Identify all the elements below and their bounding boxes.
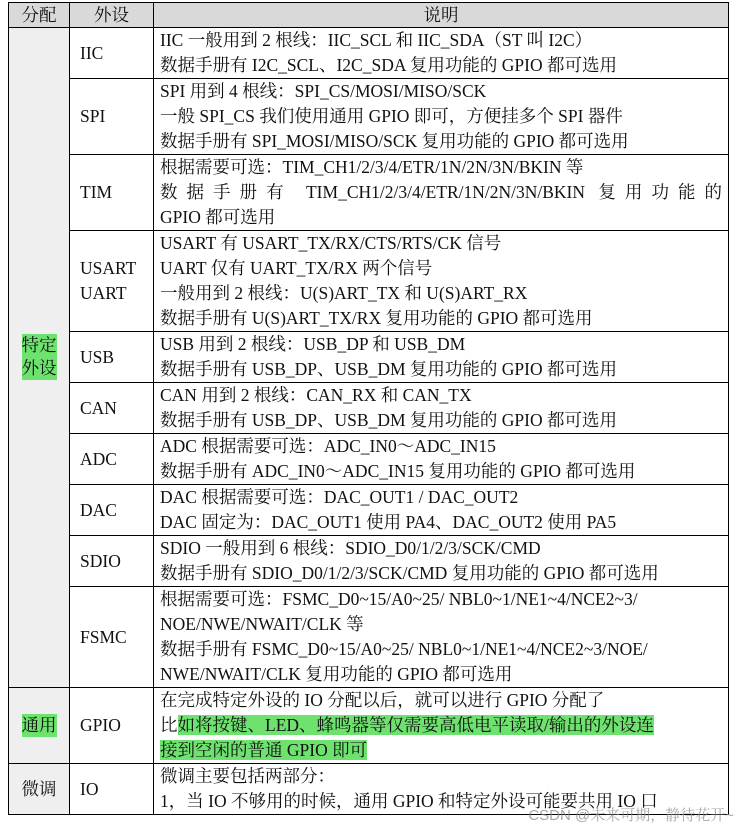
description-line: 一般用到 2 根线：U(S)ART_TX 和 U(S)ART_RX [160, 283, 528, 303]
watermark: CSDN @未来可期，静待花开~ [528, 807, 734, 824]
description-cell [154, 688, 729, 764]
description-line: IIC 一般用到 2 根线：IIC_SCL 和 IIC_SDA（ST 叫 I2C） [160, 30, 593, 50]
description-cell [154, 383, 729, 434]
header-row [9, 3, 729, 28]
description-line: 一般 SPI_CS 我们使用通用 GPIO 即可，方便挂多个 SPI 器件 [160, 106, 623, 126]
description-line: CAN 用到 2 根线：CAN_RX 和 CAN_TX [160, 385, 472, 405]
table-row [9, 383, 729, 434]
description-cell [154, 536, 729, 587]
group-label-line: 外设 [21, 358, 57, 378]
description-line: 数据手册有 TIM_CH1/2/3/4/ETR/1N/2N/3N/BKIN 复用功能的 [160, 182, 722, 202]
description-line [160, 713, 722, 738]
description-cell [154, 28, 729, 79]
table-row [9, 485, 729, 536]
description-line: DAC 固定为：DAC_OUT1 使用 PA4、DAC_OUT2 使用 PA5 [160, 512, 617, 532]
highlighted-text: 接到空闲的普通 GPIO 即可 [160, 740, 368, 760]
description-cell [154, 155, 729, 231]
description-line: USB 用到 2 根线：USB_DP 和 USB_DM [160, 334, 466, 354]
description-cell [154, 79, 729, 155]
description-line: NOE/NWE/NWAIT/CLK 等 [160, 614, 364, 634]
header-allocation: 分配 [9, 3, 70, 28]
header-peripheral: 外设 [70, 3, 154, 28]
peripheral-name: DAC [70, 485, 154, 536]
table-row [9, 587, 729, 688]
description-cell [154, 332, 729, 383]
description-line: GPIO 都可选用 [160, 207, 276, 227]
description-line: 数据手册有 SDIO_D0/1/2/3/SCK/CMD 复用功能的 GPIO 都可选用 [160, 563, 659, 583]
peripheral-name: IIC [70, 28, 154, 79]
table-row [9, 688, 729, 764]
peripheral-name: GPIO [70, 688, 154, 764]
description-line: SDIO 一般用到 6 根线：SDIO_D0/1/2/3/SCK/CMD [160, 538, 541, 558]
table-row [9, 536, 729, 587]
peripheral-name: SPI [70, 79, 154, 155]
peripheral-name: USB [70, 332, 154, 383]
group-label-highlight: 通用 [21, 715, 57, 735]
description-cell [154, 485, 729, 536]
table-row [9, 434, 729, 485]
peripheral-name: IO [70, 764, 154, 815]
group-label-line: 特定 [21, 335, 57, 355]
peripheral-name-line: USART [80, 258, 137, 278]
peripheral-name: SDIO [70, 536, 154, 587]
description-line: 数据手册有 I2C_SCL、I2C_SDA 复用功能的 GPIO 都可选用 [160, 55, 617, 75]
peripheral-name: CAN [70, 383, 154, 434]
peripheral-name: FSMC [70, 587, 154, 688]
description-cell [154, 231, 729, 332]
group-general [9, 688, 70, 764]
table-row [9, 79, 729, 155]
description-cell [154, 434, 729, 485]
description-line: NWE/NWAIT/CLK 复用功能的 GPIO 都可选用 [160, 664, 513, 684]
table-row [9, 231, 729, 332]
description-line: UART 仅有 UART_TX/RX 两个信号 [160, 258, 433, 278]
description-line: SPI 用到 4 根线：SPI_CS/MOSI/MISO/SCK [160, 81, 487, 101]
highlighted-text: 如将按键、LED、蜂鸣器等仅需要高低电平读取/输出的外设连 [177, 715, 654, 735]
peripheral-name: TIM [70, 155, 154, 231]
description-line: 在完成特定外设的 IO 分配以后，就可以进行 GPIO 分配了 [160, 690, 605, 710]
peripheral-name [70, 231, 154, 332]
description-text: 比 [160, 715, 178, 735]
description-line: DAC 根据需要可选：DAC_OUT1 / DAC_OUT2 [160, 487, 519, 507]
description-line: 数据手册有 USB_DP、USB_DM 复用功能的 GPIO 都可选用 [160, 410, 617, 430]
description-line: 1，当 IO 不够用的时候，通用 GPIO 和特定外设可能要共用 IO 口 [160, 791, 658, 811]
description-line: 数据手册有 U(S)ART_TX/RX 复用功能的 GPIO 都可选用 [160, 308, 593, 328]
description-line: 数据手册有 SPI_MOSI/MISO/SCK 复用功能的 GPIO 都可选用 [160, 131, 629, 151]
description-line: 数据手册有 USB_DP、USB_DM 复用功能的 GPIO 都可选用 [160, 359, 617, 379]
table-row [9, 155, 729, 231]
group-label-highlight [22, 334, 57, 380]
header-description: 说明 [154, 3, 729, 28]
description-line: 数据手册有 ADC_IN0～ADC_IN15 复用功能的 GPIO 都可选用 [160, 461, 636, 481]
description-cell [154, 587, 729, 688]
peripheral-name: ADC [70, 434, 154, 485]
description-line [160, 738, 722, 763]
peripheral-name-line: UART [80, 283, 127, 303]
table-row [9, 332, 729, 383]
group-specific-peripherals [9, 28, 70, 688]
description-line: USART 有 USART_TX/RX/CTS/RTS/CK 信号 [160, 233, 502, 253]
description-line: 根据需要可选：FSMC_D0~15/A0~25/ NBL0~1/NE1~4/NCE2~3/ [160, 589, 638, 609]
table-row [9, 28, 729, 79]
group-fine-tune: 微调 [9, 764, 70, 815]
description-line: 数据手册有 FSMC_D0~15/A0~25/ NBL0~1/NE1~4/NCE2~3/NOE/ [160, 639, 648, 659]
io-allocation-table [8, 2, 729, 815]
description-line: ADC 根据需要可选：ADC_IN0～ADC_IN15 [160, 436, 496, 456]
description-line: 微调主要包括两部分： [160, 766, 335, 786]
description-line: 根据需要可选：TIM_CH1/2/3/4/ETR/1N/2N/3N/BKIN 等 [160, 157, 584, 177]
